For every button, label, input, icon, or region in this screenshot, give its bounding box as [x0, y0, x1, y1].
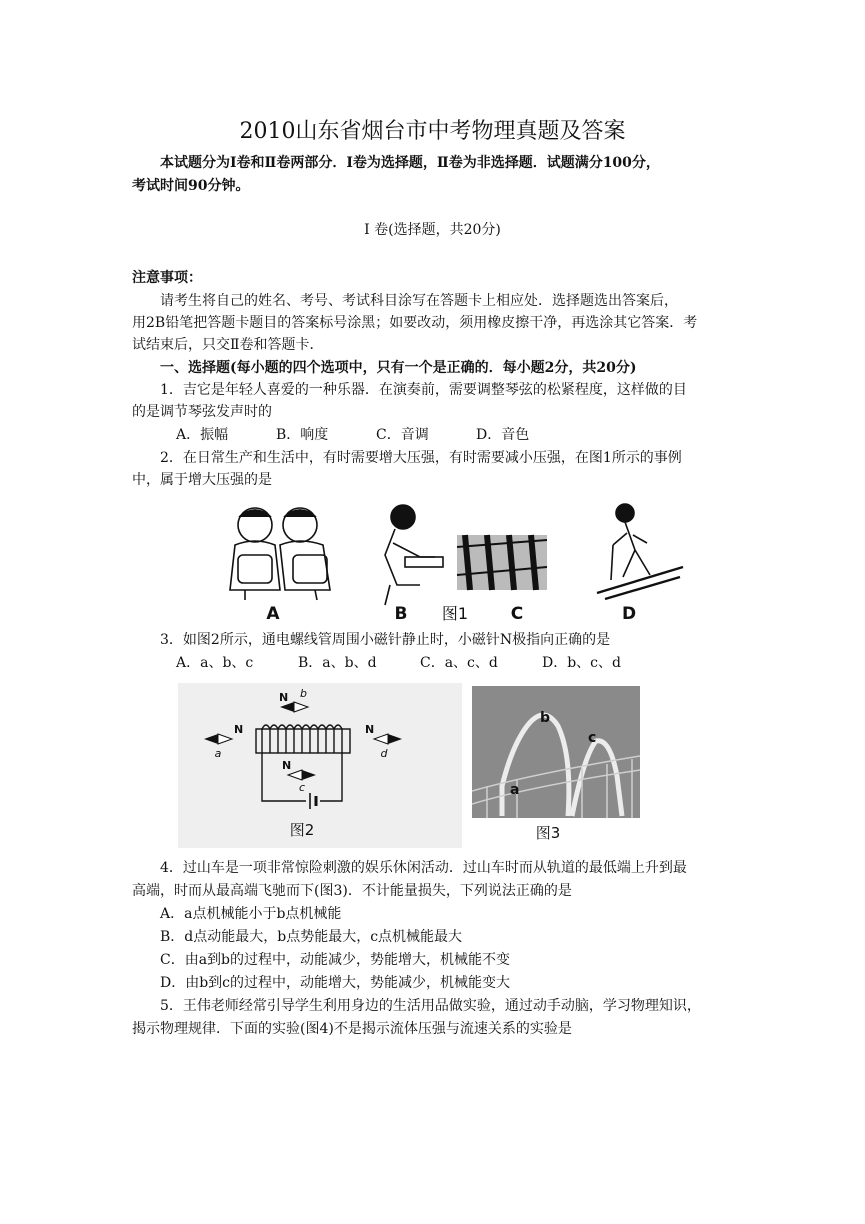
fig1-caption: 图1 — [441, 604, 469, 623]
figure-2-drawing — [178, 683, 462, 848]
q3-options — [176, 653, 621, 673]
figure-2 — [178, 683, 462, 848]
needle-c — [282, 759, 316, 794]
q4-option-c: C．由a到b的过程中，动能减少，势能增大，机械能不变 — [160, 952, 511, 968]
needle-b — [279, 687, 308, 712]
fig3-caption: 图3 — [535, 824, 561, 842]
q5-line-2: 揭示物理规律．下面的实验(图4)不是揭示流体压强与流速关系的实验是 — [132, 1021, 572, 1037]
needle-c-label: c — [298, 781, 306, 794]
page-title: 2010山东省烟台市中考物理真题及答案 — [239, 119, 626, 144]
needle-d-label: d — [380, 747, 388, 760]
fig3-point-c: c — [588, 730, 597, 746]
figure-3-drawing — [472, 686, 640, 846]
q4-option-d: D．由b到c的过程中，动能增大，势能减少，机械能变大 — [160, 975, 511, 991]
q1-option-b: B．响度 — [276, 427, 329, 443]
section-one-heading: Ⅰ 卷(选择题，共20分) — [364, 222, 501, 238]
q4-line-2: 高端，时而从最高端飞驰而下(图3)．不计能量损失，下列说法正确的是 — [132, 883, 572, 899]
notice-line-3: 试结束后，只交Ⅱ卷和答题卡． — [132, 337, 324, 353]
q1-options — [176, 425, 529, 445]
notice-heading: 注意事项： — [132, 270, 202, 286]
fig3-photo-background — [472, 686, 640, 818]
battery-icon — [310, 793, 316, 809]
q1-option-c: C．音调 — [376, 427, 429, 443]
q4-line-1: 4．过山车是一项非常惊险刺激的娱乐休闲活动．过山车时而从轨道的最低端上升到最 — [160, 860, 687, 876]
needle-b-label: b — [300, 687, 307, 700]
part1-heading: 一、选择题(每小题的四个选项中，只有一个是正确的．每小题2分，共20分) — [160, 360, 637, 376]
q1-option-a: A．振幅 — [176, 427, 229, 443]
q4-option-a: A．a点机械能小于b点机械能 — [160, 906, 342, 922]
q3-line-1: 3．如图2所示，通电螺线管周围小磁针静止时，小磁针N极指向正确的是 — [160, 632, 611, 648]
intro-line-2: 考试时间90分钟。 — [132, 178, 250, 194]
q1-line-2: 的是调节琴弦发声时的 — [132, 404, 272, 420]
fig3-point-b: b — [540, 710, 551, 726]
q3-option-b: B．a、b、d — [298, 655, 377, 671]
fig1-label-a: A — [266, 604, 280, 624]
needle-c-n-label: N — [282, 759, 292, 772]
needle-d-n-label: N — [365, 723, 375, 736]
figure-3 — [472, 686, 640, 846]
needle-b-n-label: N — [279, 691, 289, 704]
notice-line-1: 请考生将自己的姓名、考号、考试科目涂写在答题卡上相应处．选择题选出答案后， — [160, 293, 678, 309]
figure-1-drawing — [135, 495, 735, 625]
needle-a-label: a — [214, 747, 222, 760]
q3-option-c: C．a、c、d — [420, 655, 498, 671]
q4-option-b: B．d点动能最大，b点势能最大，c点机械能最大 — [160, 929, 463, 945]
q2-line-2: 中，属于增大压强的是 — [132, 472, 272, 488]
girl-cutting-illustration — [385, 505, 443, 605]
needle-a — [204, 723, 243, 760]
children-backpack-illustration — [230, 508, 330, 600]
q2-line-1: 2．在日常生产和生活中，有时需要增大压强，有时需要减小压强，在图1所示的事例 — [160, 450, 682, 466]
needle-a-n-label: N — [234, 723, 244, 736]
fig1-label-c: C — [510, 604, 524, 624]
notice-line-2: 用2B铅笔把答题卡题目的答案标号涂黑；如要改动，须用橡皮擦干净，再选涂其它答案．考 — [132, 315, 698, 331]
needle-d — [365, 723, 402, 760]
q3-option-d: D．b、c、d — [542, 655, 621, 671]
fig1-label-b: B — [394, 604, 408, 624]
intro-line-1: 本试题分为Ⅰ卷和Ⅱ卷两部分．Ⅰ卷为选择题，Ⅱ卷为非选择题．试题满分100分， — [160, 155, 660, 171]
railway-track-illustration — [457, 535, 547, 590]
fig1-label-d: D — [621, 604, 637, 624]
figure-1 — [135, 495, 735, 625]
q1-line-1: 1．吉它是年轻人喜爱的一种乐器．在演奏前，需要调整琴弦的松紧程度，这样做的目 — [160, 382, 687, 398]
q1-option-d: D．音色 — [476, 427, 530, 443]
skier-illustration — [597, 504, 683, 599]
q5-line-1: 5．王伟老师经常引导学生利用身边的生活用品做实验，通过动手动脑，学习物理知识， — [160, 998, 701, 1014]
fig3-point-a: a — [510, 782, 520, 798]
fig2-caption: 图2 — [289, 821, 315, 839]
q3-option-a: A．a、b、c — [176, 655, 254, 671]
